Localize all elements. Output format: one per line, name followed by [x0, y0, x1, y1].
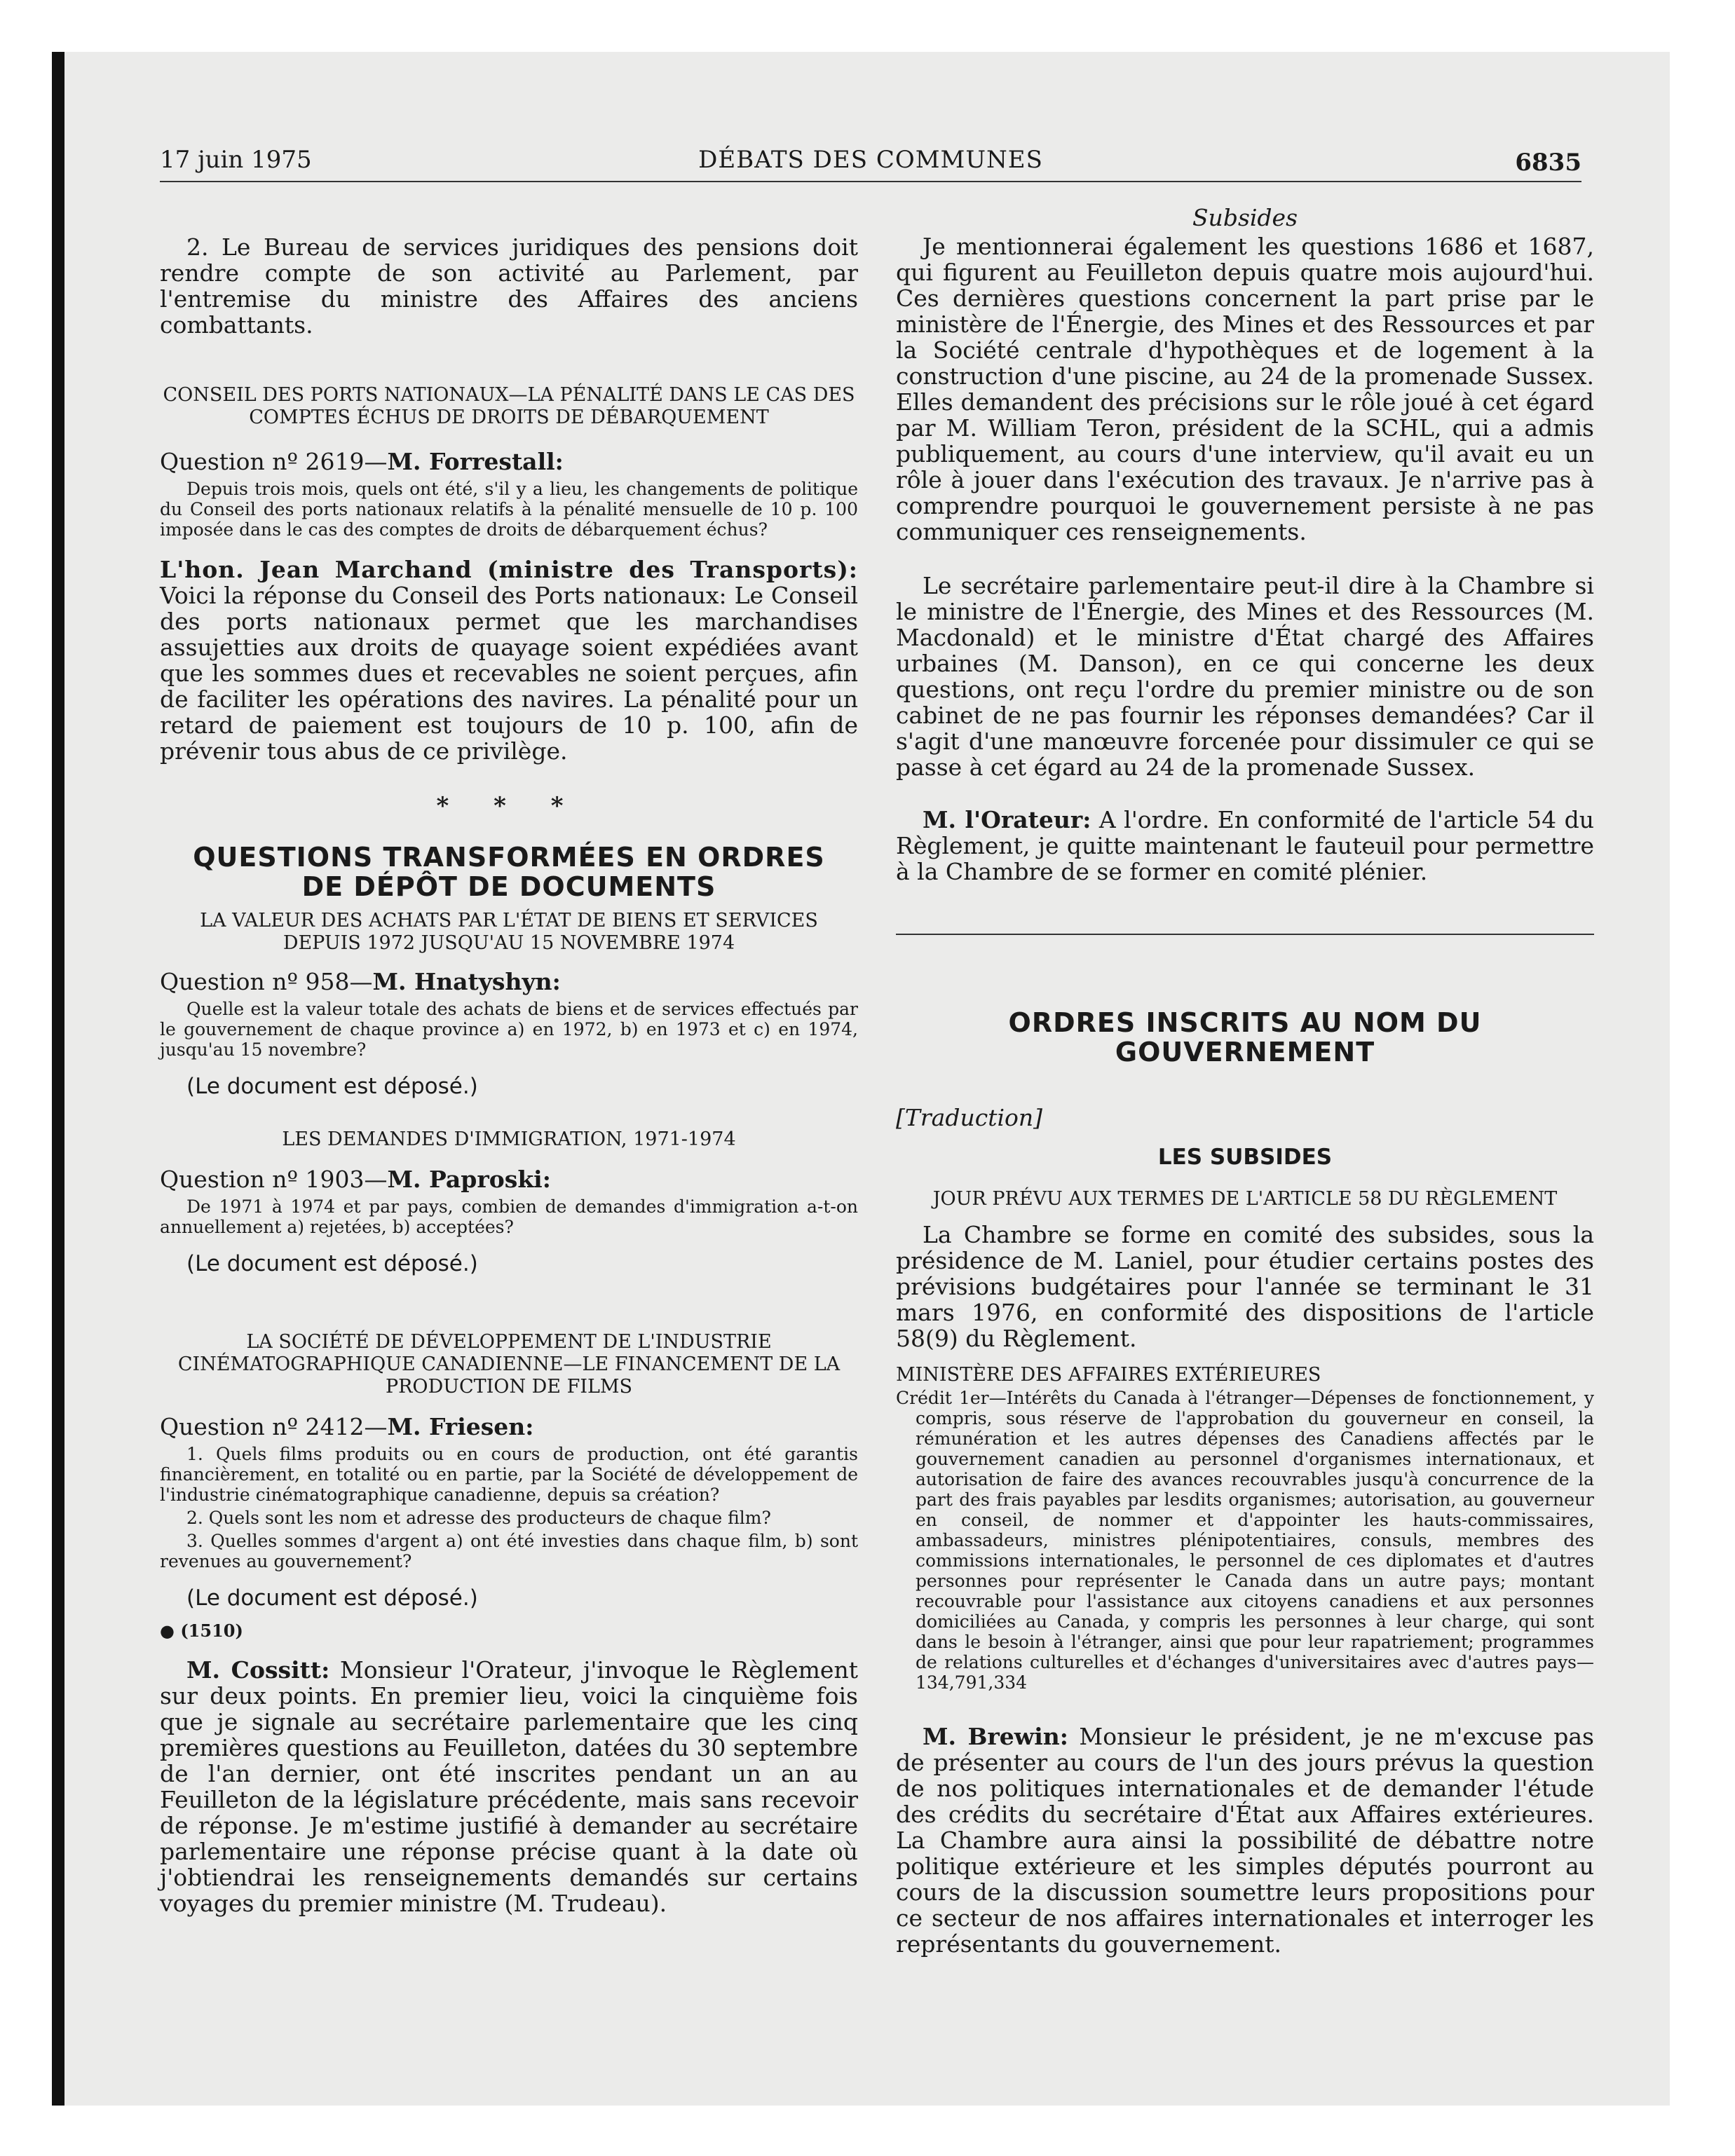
section-separator-stars: * * * — [436, 792, 582, 820]
page-header — [160, 144, 1581, 182]
question-2619-line — [160, 449, 858, 475]
question-2412-label: Question nº 2412— — [160, 1413, 388, 1440]
cossitt-speaker: M. Cossitt: — [186, 1656, 330, 1684]
heading-ports-penalty: CONSEIL DES PORTS NATIONAUX—LA PÉNALITÉ DANS LE CAS DES COMPTES ÉCHUS DE DROITS DE DÉBARQUEMENT — [163, 384, 855, 428]
marchand-speaker: L'hon. Jean Marchand (ministre des Transports): — [160, 556, 858, 583]
heading-questions-transformed: QUESTIONS TRANSFORMÉES EN ORDRES DE DÉPÔT DE DOCUMENTS — [193, 842, 825, 902]
translation-note: [Traduction] — [896, 1104, 1043, 1131]
header-title: DÉBATS DES COMMUNES — [698, 146, 1043, 174]
orateur-text: A l'ordre. En conformité de l'article 54 du Règlement, je quitte maintenant le fauteuil pour permettre à la Chambre de se former en comité plénier. — [896, 806, 1594, 885]
cossitt-speech — [160, 1657, 858, 1916]
question-1903-text: De 1971 à 1974 et par pays, combien de demandes d'immigration a-t-on annuellement a) rejetées, b) acceptées? — [160, 1196, 858, 1237]
brewin-text: Monsieur le président, je ne m'excuse pas de présenter au cours de l'un des jours prévus la question de nos politiques internationales et de demander l'étude des crédits du secrétaire d'État aux Affaires extérieures. La Chambre aura ainsi la possibilité de débattre notre politique extérieure et les simples députés pourront au cours de la discussion soumettre leurs propositions pour ce secteur de nos affaires internationales et interroger les représentants du gouvernement. — [896, 1723, 1594, 1958]
question-2412-member: M. Friesen: — [387, 1413, 534, 1440]
question-2619-label: Question nº 2619— — [160, 448, 388, 475]
time-stamp-line — [160, 1621, 858, 1642]
heading-cinema: LA SOCIÉTÉ DE DÉVELOPPEMENT DE L'INDUSTRIE CINÉMATOGRAPHIQUE CANADIENNE—LE FINANCEMENT DE LA PRODUCTION DE FILMS — [177, 1331, 841, 1398]
question-958-member: M. Hnatyshyn: — [372, 968, 561, 995]
running-head: Subsides — [1192, 204, 1298, 231]
heading-immigration: LES DEMANDES D'IMMIGRATION, 1971-1974 — [282, 1128, 736, 1150]
tabled-notice-2: (Le document est déposé.) — [186, 1251, 478, 1276]
header-date: 17 juin 1975 — [160, 146, 312, 174]
credit-item: Crédit 1er—Intérêts du Canada à l'étranger—Dépenses de fonctionnement, y compris, sous réserve de l'approbation du gouverneur en conseil, la rémunération et les autres dépenses des Canadiens affectés par le gouvernement canadien au personnel d'organismes internationaux, et autorisation de faire des avances recouvrables jusqu'à concurrence de la part des frais payables par lesdits organismes; autorisation, au gouverneur en conseil, de nommer et d'appointer les hauts-commissaires, ambassadeurs, ministres plénipotentiaires, consuls, membres des commissions internationales, le personnel de ces diplomates et d'autres personnes pour représenter le Canada dans un autre pays; montant recouvrable pour l'assistance aux citoyens canadiens et aux personnes domiciliées au Canada, y compris les personnes à leur charge, qui sont dans le besoin à l'étranger, ainsi que pour leur rapatriement; programmes de relations culturelles et d'échanges d'universitaires avec d'autres pays—134,791,334 — [896, 1388, 1594, 1693]
marchand-answer — [160, 557, 858, 764]
question-2412-item-2: 2. Quels sont les nom et adresse des producteurs de chaque film? — [186, 1508, 771, 1528]
bullet-icon: ● — [160, 1621, 175, 1641]
cossitt-text: Monsieur l'Orateur, j'invoque le Règlement sur deux points. En premier lieu, voici la cinquième fois que je signale au secrétaire parlementaire que les cinq premières questions au Feuilleton, datées du 30 septembre de l'an dernier, ont été inscrites pendant un an au Feuilleton de la législature précédente, mais sans recevoir de réponse. Je m'estime justifié à demander au secrétaire parlementaire une réponse précise quant à la date où j'obtiendrai les renseignements demandés sur certains voyages du premier ministre (M. Trudeau). — [160, 1656, 858, 1917]
heading-achats: LA VALEUR DES ACHATS PAR L'ÉTAT DE BIENS ET SERVICES DEPUIS 1972 JUSQU'AU 15 NOVEMBRE 1974 — [200, 910, 818, 954]
question-2412-line — [160, 1414, 858, 1440]
orateur-ruling — [896, 807, 1594, 885]
pension-paragraph: 2. Le Bureau de services juridiques des pensions doit rendre compte de son activité au Parlement, par l'entremise du ministre des Affaires des anciens combattants. — [160, 233, 858, 339]
question-2619-text: Depuis trois mois, quels ont été, s'il y a lieu, les changements de politique du Conseil des ports nationaux relatifs à la pénalité mensuelle de 10 p. 100 imposée dans le cas des comptes de droits de débarquement échus? — [160, 479, 858, 540]
section-divider — [896, 934, 1594, 935]
heading-ministere: MINISTÈRE DES AFFAIRES EXTÉRIEURES — [896, 1364, 1321, 1386]
heading-ordres-gouvernement: ORDRES INSCRITS AU NOM DU GOUVERNEMENT — [1008, 1007, 1482, 1067]
question-1903-line — [160, 1166, 858, 1192]
marchand-text: Voici la réponse du Conseil des Ports nationaux: Le Conseil des ports nationaux permet que les marchandises assujetties aux droits de quayage soient expédiées avant que les sommes dues et recevables ne soient perçues, afin de faciliter les opérations des navires. La pénalité pour un retard de paiement est toujours de 10 p. 100, afin de prévenir tous abus de ce privilège. — [160, 582, 858, 765]
question-1903-member: M. Paproski: — [387, 1166, 551, 1193]
tabled-notice-1: (Le document est déposé.) — [186, 1074, 478, 1099]
paragraph-questions-1686: Je mentionnerai également les questions 1686 et 1687, qui figurent au Feuilleton depuis quatre mois aujourd'hui. Ces dernières questions concernent la part prise par le ministère de l'Énergie, des Mines et des Ressources et par la Société centrale d'hypothèques et de logement à la construction d'une piscine, au 24 de la promenade Sussex. Elles demandent des précisions sur le rôle joué à cet égard par M. William Teron, président de la SCHL, qui a admis publiquement, au cours d'une interview, qu'il avait eu un rôle à jouer dans l'exécution des travaux. Je n'arrive pas à comprendre pourquoi le gouvernement persiste à ne pas communiquer ces renseignements. — [896, 233, 1594, 545]
orateur-speaker: M. l'Orateur: — [923, 806, 1091, 833]
brewin-speaker: M. Brewin: — [923, 1723, 1068, 1750]
question-958-line — [160, 969, 858, 995]
question-958-text: Quelle est la valeur totale des achats de biens et de services effectués par le gouvernement de chaque province a) en 1972, b) en 1973 et c) en 1974, jusqu'au 15 novembre? — [160, 999, 858, 1060]
brewin-speech — [896, 1724, 1594, 1957]
time-stamp: (1510) — [180, 1621, 243, 1641]
header-page-number: 6835 — [1515, 149, 1581, 177]
tabled-notice-3: (Le document est déposé.) — [186, 1585, 478, 1611]
left-column — [160, 198, 858, 1916]
right-column — [896, 198, 1594, 1957]
paragraph-secretaire: Le secrétaire parlementaire peut-il dire à la Chambre si le ministre de l'Énergie, des Mines et des Ressources (M. Macdonald) et le ministre d'État chargé des Affaires urbaines (M. Danson), en ce qui concerne les deux questions, ont reçu l'ordre du premier ministre ou de son cabinet de ne pas fournir les réponses demandées? Car il s'agit d'une manœuvre forcenée pour dissimuler ce qui se passe à cet égard au 24 de la promenade Sussex. — [896, 572, 1594, 781]
question-958-label: Question nº 958— — [160, 968, 373, 995]
heading-subsides: LES SUBSIDES — [1157, 1145, 1333, 1170]
question-2619-member: M. Forrestall: — [387, 448, 564, 475]
question-2412-item-1: 1. Quels films produits ou en cours de production, ont été garantis financièrement, en totalité ou en partie, par la Société de développement de l'industrie cinématographique canadienne, depuis sa création? — [160, 1444, 858, 1505]
paragraph-comite: La Chambre se forme en comité des subsides, sous la présidence de M. Laniel, pour étudier certains postes des prévisions budgétaires pour l'année se terminant le 31 mars 1976, en conformité des dispositions de l'article 58(9) du Règlement. — [896, 1221, 1594, 1352]
question-1903-label: Question nº 1903— — [160, 1166, 388, 1193]
heading-jour-prevu: JOUR PRÉVU AUX TERMES DE L'ARTICLE 58 DU RÈGLEMENT — [932, 1188, 1558, 1210]
question-2412-item-3: 3. Quelles sommes d'argent a) ont été investies dans chaque film, b) sont revenues au gouvernement? — [160, 1531, 858, 1571]
scan-edge — [52, 52, 64, 2106]
